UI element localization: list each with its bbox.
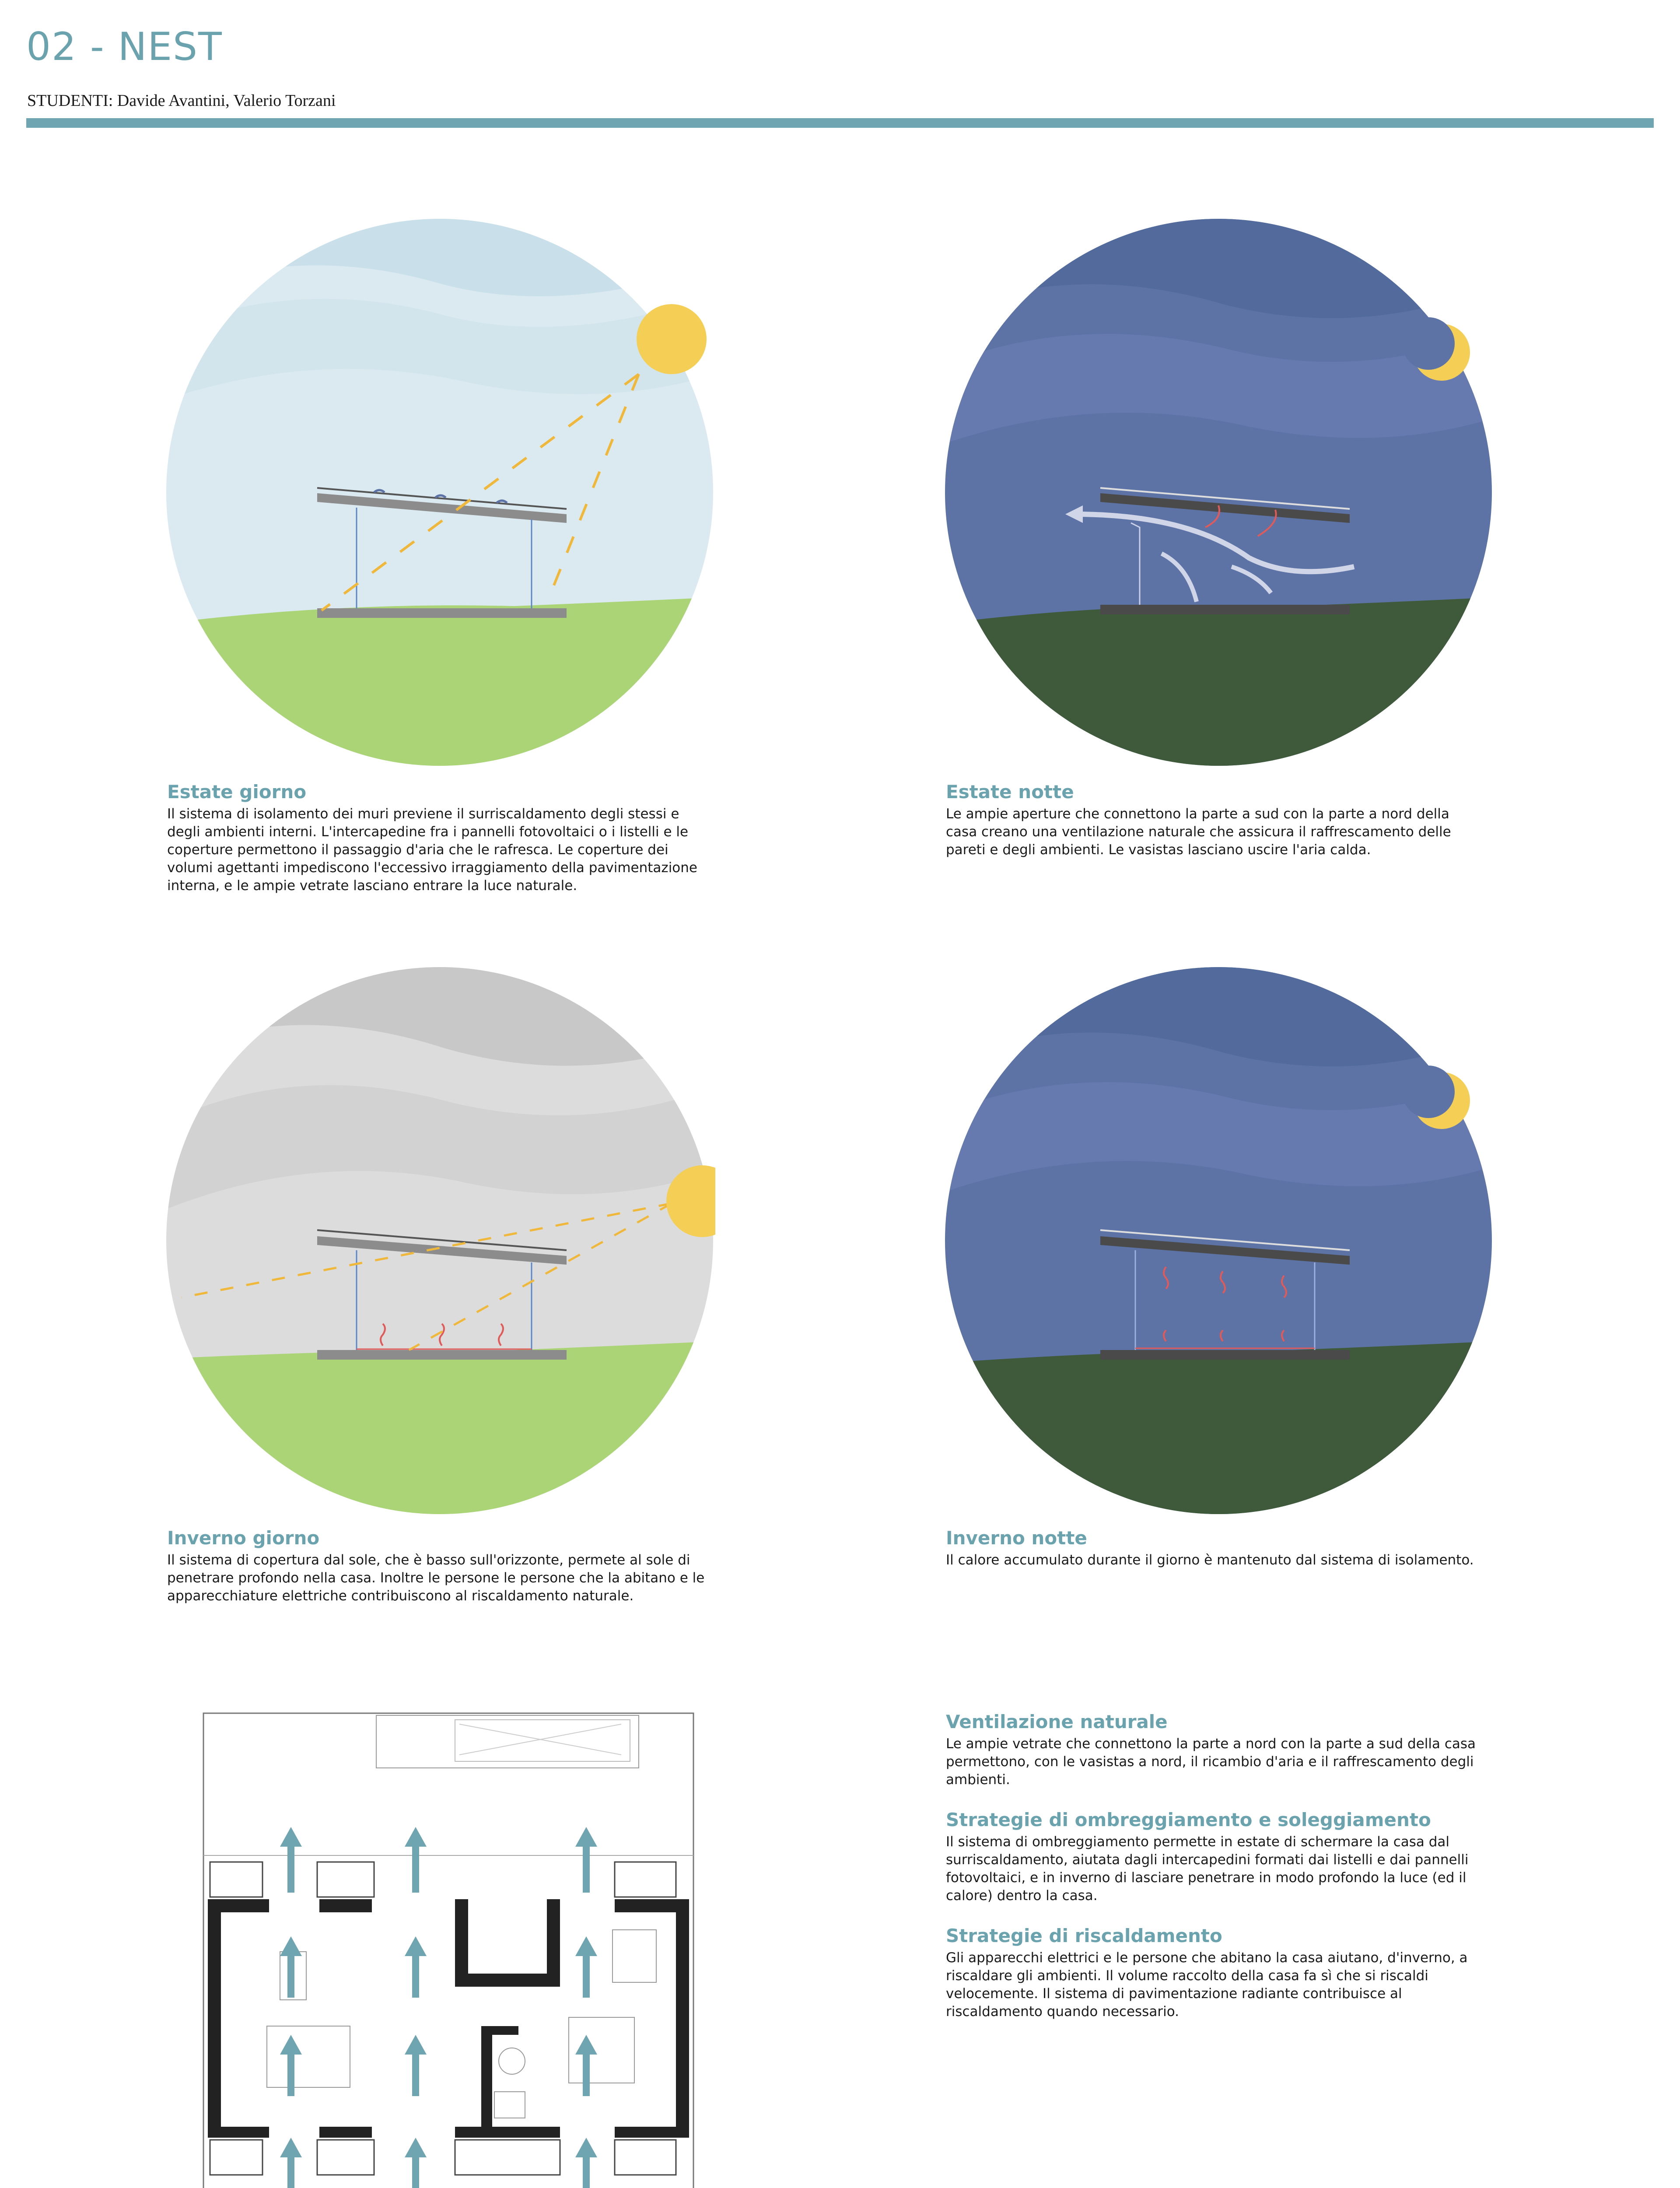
caption-estate-notte — [946, 781, 1484, 859]
grass — [943, 597, 1494, 768]
caption-estate-giorno — [167, 781, 705, 895]
arrow-up-icon — [575, 1827, 597, 1893]
arrow-up-icon — [280, 1827, 302, 1893]
caption-text: Il sistema di copertura dal sole, che è basso sull'orizzonte, permete al sole di penetrare profondo nella casa. Inoltre le persone le persone che la abitano e le apparecchiature elettriche contribuiscono al riscaldamento naturale. — [167, 1552, 705, 1604]
scene-inverno-giorno — [164, 965, 715, 1516]
caption-heading: Estate giorno — [167, 781, 307, 803]
page-title: 02 - NEST — [26, 24, 223, 69]
plan-boundary — [203, 1713, 693, 2188]
caption-heading: Inverno giorno — [167, 1527, 320, 1549]
arrow-up-icon — [575, 2138, 597, 2188]
info-text: Le ampie vetrate che connettono la parte a nord con la parte a sud della casa permettono, con le vasistas a nord, il ricambio d'aria e il raffrescamento degli ambienti. — [946, 1736, 1476, 1788]
caption-heading: Estate notte — [946, 781, 1074, 803]
arrow-up-icon — [280, 1936, 302, 1998]
scene-inverno-notte — [943, 965, 1494, 1516]
scene-estate-giorno — [164, 217, 715, 768]
arrow-up-icon — [405, 2138, 427, 2188]
caption-text: Le ampie aperture che connettono la parte a sud con la parte a nord della casa creano una ventilazione naturale che assicura il raffrescamento delle pareti e degli ambienti. Le vasistas lasciano uscire l'aria calda. — [946, 806, 1451, 858]
info-text: Gli apparecchi elettrici e le persone che abitano la casa aiutano, d'inverno, a riscaldare gli ambienti. Il volume raccolto della casa fa sì che si riscaldi velocemente. Il sistema di pavimentazione radiante contribuisce al riscaldamento quando necessario. — [946, 1950, 1468, 2020]
strategies-panel — [946, 1711, 1484, 2041]
info-ventilazione — [946, 1711, 1484, 1789]
floor-plan — [201, 1711, 696, 2188]
arrow-up-icon — [575, 1936, 597, 1998]
header-divider — [26, 118, 1654, 128]
grass — [164, 597, 715, 768]
pool — [376, 1715, 639, 1768]
info-ombreggiamento — [946, 1809, 1484, 1905]
arrow-up-icon — [405, 2035, 427, 2096]
info-heading: Strategie di riscaldamento — [946, 1925, 1222, 1946]
arrow-up-icon — [575, 2035, 597, 2096]
grass — [943, 1341, 1494, 1516]
floor-slab — [317, 1350, 567, 1360]
info-text: Il sistema di ombreggiamento permette in estate di schermare la casa dal surriscaldamento, aiutata dagli intercapedini formati dai listelli e dai pannelli fotovoltaici, e in inverno di lasciare penetrare in modo profondo la luce (ed il calore) dentro la casa. — [946, 1834, 1469, 1904]
caption-inverno-giorno — [167, 1527, 705, 1605]
caption-inverno-notte — [946, 1527, 1484, 1569]
caption-heading: Inverno notte — [946, 1527, 1087, 1549]
arrow-up-icon — [280, 2138, 302, 2188]
arrow-up-icon — [405, 1936, 427, 1998]
floor-slab — [317, 608, 567, 618]
pilasters — [210, 1862, 676, 2175]
info-heading: Ventilazione naturale — [946, 1711, 1168, 1732]
floor-slab — [1100, 605, 1350, 614]
info-heading: Strategie di ombreggiamento e soleggiamento — [946, 1809, 1431, 1830]
scene-estate-notte — [943, 217, 1494, 768]
students-line: STUDENTI: Davide Avantini, Valerio Torzani — [27, 91, 336, 110]
caption-text: Il calore accumulato durante il giorno è mantenuto dal sistema di isolamento. — [946, 1552, 1474, 1568]
floor-slab — [1100, 1350, 1350, 1360]
info-riscaldamento — [946, 1925, 1484, 2021]
sun-icon — [637, 304, 707, 374]
arrow-up-icon — [405, 1827, 427, 1893]
caption-text: Il sistema di isolamento dei muri previene il surriscaldamento degli stessi e degli ambienti interni. L'intercapedine fra i pannelli fotovoltaici o i listelli e le coperture permettono il passaggio d'aria che le rafresca. Le coperture dei volumi agettanti impediscono l'eccessivo irraggiamento della pavimentazione interna, e le ampie vetrate lasciano entrare la luce naturale. — [167, 806, 697, 894]
grass — [164, 1341, 715, 1516]
walls — [208, 1899, 689, 2138]
